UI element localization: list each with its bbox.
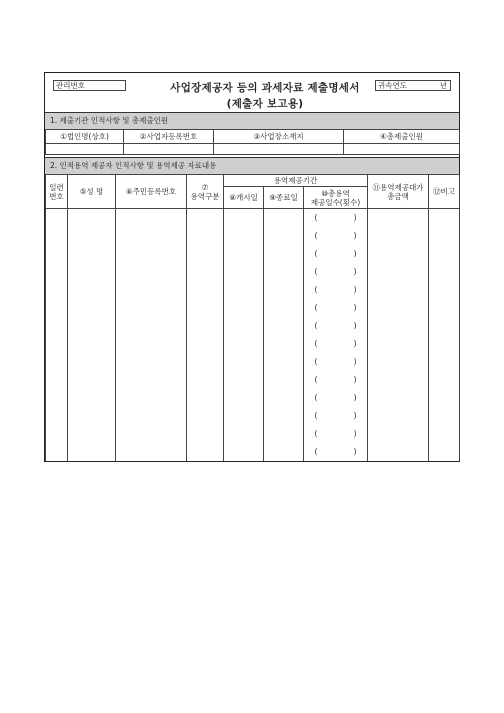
total-days-cell[interactable]: [304, 209, 368, 227]
serial-cell[interactable]: [46, 389, 68, 407]
end-date-cell[interactable]: [264, 227, 304, 245]
col-resident-number: ⑥주민등록번호: [116, 175, 187, 209]
days-parentheses: [315, 393, 357, 402]
service-type-cell[interactable]: [187, 389, 224, 407]
service-type-cell[interactable]: [187, 281, 224, 299]
end-date-cell[interactable]: [264, 263, 304, 281]
total-days-cell[interactable]: [304, 317, 368, 335]
start-date-cell[interactable]: [224, 443, 264, 461]
days-parentheses: [315, 303, 357, 312]
paren-open: (: [314, 231, 318, 240]
table-row: [46, 425, 460, 443]
start-date-cell[interactable]: [224, 263, 264, 281]
resident-number-cell[interactable]: [116, 281, 187, 299]
start-date-cell[interactable]: [224, 371, 264, 389]
name-cell[interactable]: [68, 281, 116, 299]
serial-cell[interactable]: [46, 227, 68, 245]
start-date-cell[interactable]: [224, 245, 264, 263]
remarks-cell[interactable]: [429, 425, 460, 443]
paren-open: (: [314, 249, 318, 258]
days-parentheses: [315, 411, 357, 420]
name-cell[interactable]: [68, 209, 116, 227]
total-amount-cell[interactable]: [368, 407, 429, 425]
paren-close: ): [353, 393, 357, 402]
total-days-cell[interactable]: [304, 335, 368, 353]
col-remarks: ⑫비고: [429, 175, 460, 209]
col-end-date: ⑨종료일: [264, 187, 304, 209]
col-total-days: ⑩총용역 제공일수(횟수): [304, 187, 368, 209]
start-date-cell[interactable]: [224, 227, 264, 245]
start-date-cell[interactable]: [224, 299, 264, 317]
remarks-cell[interactable]: [429, 263, 460, 281]
paren-open: (: [314, 303, 318, 312]
paren-close: ): [353, 213, 357, 223]
service-type-cell[interactable]: [187, 407, 224, 425]
total-amount-cell[interactable]: [368, 209, 429, 227]
service-type-cell[interactable]: [187, 371, 224, 389]
end-date-cell[interactable]: [264, 317, 304, 335]
total-days-cell[interactable]: [304, 443, 368, 461]
remarks-cell[interactable]: [429, 407, 460, 425]
serial-cell[interactable]: [46, 407, 68, 425]
resident-number-cell[interactable]: [116, 299, 187, 317]
days-parentheses: [315, 429, 357, 438]
total-amount-cell[interactable]: [368, 425, 429, 443]
section1-heading: 1. 제출기관 인적사항 및 총제출인원: [45, 112, 459, 130]
name-cell[interactable]: [68, 353, 116, 371]
table-row: [46, 371, 460, 389]
total-days-cell[interactable]: [304, 281, 368, 299]
service-type-cell[interactable]: [187, 317, 224, 335]
resident-number-cell[interactable]: [116, 389, 187, 407]
service-type-cell[interactable]: [187, 209, 224, 227]
end-date-cell[interactable]: [264, 299, 304, 317]
remarks-cell[interactable]: [429, 317, 460, 335]
remarks-cell[interactable]: [429, 227, 460, 245]
paren-open: (: [314, 411, 318, 420]
days-parentheses: [315, 339, 357, 348]
submission-form: [44, 72, 460, 462]
attribution-year-box[interactable]: [375, 80, 451, 91]
name-cell[interactable]: [68, 407, 116, 425]
table-row: [46, 263, 460, 281]
days-parentheses: [315, 285, 357, 294]
form-header: [45, 73, 459, 112]
paren-close: ): [353, 339, 357, 348]
total-amount-cell[interactable]: [368, 389, 429, 407]
total-amount-cell[interactable]: [368, 443, 429, 461]
form-title: 사업장제공자 등의 과세자료 제출명세서: [170, 82, 360, 94]
table-row: [46, 299, 460, 317]
attribution-year-label: 귀속연도: [378, 81, 407, 90]
name-cell[interactable]: [68, 371, 116, 389]
serial-cell[interactable]: [46, 245, 68, 263]
days-parentheses: [315, 231, 357, 240]
name-cell[interactable]: [68, 335, 116, 353]
start-date-cell[interactable]: [224, 407, 264, 425]
paren-open: (: [314, 393, 318, 402]
serial-cell[interactable]: [46, 317, 68, 335]
paren-open: (: [314, 213, 318, 223]
serial-cell[interactable]: [46, 371, 68, 389]
end-date-cell[interactable]: [264, 281, 304, 299]
service-type-cell[interactable]: [187, 353, 224, 371]
management-number-box[interactable]: [53, 80, 126, 91]
name-cell[interactable]: [68, 443, 116, 461]
serial-cell[interactable]: [46, 335, 68, 353]
end-date-cell[interactable]: [264, 443, 304, 461]
days-parentheses: [315, 357, 357, 366]
corp-name-cell[interactable]: [46, 144, 124, 155]
resident-number-cell[interactable]: [116, 317, 187, 335]
col-business-address: ③사업장소재지: [214, 130, 344, 144]
paren-close: ): [353, 411, 357, 420]
paren-open: (: [314, 429, 318, 438]
resident-number-cell[interactable]: [116, 245, 187, 263]
remarks-cell[interactable]: [429, 281, 460, 299]
start-date-cell[interactable]: [224, 335, 264, 353]
remarks-cell[interactable]: [429, 299, 460, 317]
total-days-cell[interactable]: [304, 389, 368, 407]
total-amount-cell[interactable]: [368, 353, 429, 371]
total-days-cell[interactable]: [304, 245, 368, 263]
total-days-cell[interactable]: [304, 263, 368, 281]
paren-open: (: [314, 267, 318, 276]
resident-number-cell[interactable]: [116, 371, 187, 389]
total-days-cell[interactable]: [304, 425, 368, 443]
submitter-table: [45, 129, 460, 155]
paren-open: (: [314, 339, 318, 348]
name-cell[interactable]: [68, 263, 116, 281]
paren-close: ): [353, 447, 357, 456]
end-date-cell[interactable]: [264, 209, 304, 227]
table-row: [46, 227, 460, 245]
year-unit: 년: [439, 81, 447, 90]
paren-close: ): [353, 321, 357, 330]
name-cell[interactable]: [68, 425, 116, 443]
table-row: [46, 335, 460, 353]
start-date-cell[interactable]: [224, 353, 264, 371]
end-date-cell[interactable]: [264, 245, 304, 263]
total-days-cell[interactable]: [304, 227, 368, 245]
start-date-cell[interactable]: [224, 389, 264, 407]
col-start-date: ⑧개시일: [224, 187, 264, 209]
section2-heading: 2. 인적용역 제공자 인적사항 및 용역제공 자료내용: [45, 157, 459, 175]
days-parentheses: [315, 321, 357, 330]
remarks-cell[interactable]: [429, 335, 460, 353]
end-date-cell[interactable]: [264, 353, 304, 371]
paren-close: ): [353, 429, 357, 438]
table-row: [46, 245, 460, 263]
total-days-cell[interactable]: [304, 299, 368, 317]
service-type-cell[interactable]: [187, 263, 224, 281]
days-parentheses: [315, 375, 357, 384]
total-amount-cell[interactable]: [368, 317, 429, 335]
serial-cell[interactable]: [46, 425, 68, 443]
col-business-reg-no: ②사업자등록번호: [124, 130, 214, 144]
days-parentheses: [315, 249, 357, 258]
service-type-cell[interactable]: [187, 443, 224, 461]
name-cell[interactable]: [68, 227, 116, 245]
col-service-type: ⑦ 용역구분: [187, 175, 224, 209]
name-cell[interactable]: [68, 299, 116, 317]
paren-open: (: [314, 285, 318, 294]
days-parentheses: [315, 213, 357, 222]
end-date-cell[interactable]: [264, 371, 304, 389]
name-cell[interactable]: [68, 245, 116, 263]
days-parentheses: [315, 447, 357, 456]
resident-number-cell[interactable]: [116, 335, 187, 353]
service-type-cell[interactable]: [187, 335, 224, 353]
total-amount-cell[interactable]: [368, 335, 429, 353]
start-date-cell[interactable]: [224, 425, 264, 443]
remarks-cell[interactable]: [429, 245, 460, 263]
total-days-cell[interactable]: [304, 371, 368, 389]
resident-number-cell[interactable]: [116, 209, 187, 227]
name-cell[interactable]: [68, 317, 116, 335]
table-row: [46, 317, 460, 335]
resident-number-cell[interactable]: [116, 353, 187, 371]
resident-number-cell[interactable]: [116, 227, 187, 245]
resident-number-cell[interactable]: [116, 443, 187, 461]
table-row: [46, 407, 460, 425]
table-row: [46, 281, 460, 299]
service-type-cell[interactable]: [187, 227, 224, 245]
paren-close: ): [353, 285, 357, 294]
col-name: ⑤성 명: [68, 175, 116, 209]
service-type-cell[interactable]: [187, 299, 224, 317]
business-reg-no-cell[interactable]: [124, 144, 214, 155]
form-subtitle: (제출자 보고용): [226, 98, 304, 110]
total-amount-cell[interactable]: [368, 299, 429, 317]
resident-number-cell[interactable]: [116, 425, 187, 443]
paren-open: (: [314, 447, 318, 456]
col-total-amount: ⑪용역제공대가 총금액: [368, 175, 429, 209]
start-date-cell[interactable]: [224, 209, 264, 227]
total-amount-cell[interactable]: [368, 263, 429, 281]
total-submitters-cell[interactable]: [344, 144, 460, 155]
table-row: [46, 209, 460, 227]
serial-cell[interactable]: [46, 209, 68, 227]
total-amount-cell[interactable]: [368, 371, 429, 389]
paren-open: (: [314, 321, 318, 330]
total-amount-cell[interactable]: [368, 227, 429, 245]
paren-open: (: [314, 357, 318, 366]
table-row: [46, 353, 460, 371]
col-service-period: 용역제공기간: [224, 175, 368, 187]
remarks-cell[interactable]: [429, 353, 460, 371]
total-amount-cell[interactable]: [368, 281, 429, 299]
serial-cell[interactable]: [46, 443, 68, 461]
end-date-cell[interactable]: [264, 425, 304, 443]
total-amount-cell[interactable]: [368, 245, 429, 263]
start-date-cell[interactable]: [224, 317, 264, 335]
total-days-cell[interactable]: [304, 407, 368, 425]
serial-cell[interactable]: [46, 263, 68, 281]
remarks-cell[interactable]: [429, 209, 460, 227]
total-days-cell[interactable]: [304, 353, 368, 371]
resident-number-cell[interactable]: [116, 407, 187, 425]
end-date-cell[interactable]: [264, 389, 304, 407]
remarks-cell[interactable]: [429, 371, 460, 389]
serial-cell[interactable]: [46, 353, 68, 371]
start-date-cell[interactable]: [224, 281, 264, 299]
col-corp-name: ①법인명(상호): [46, 130, 124, 144]
name-cell[interactable]: [68, 389, 116, 407]
service-type-cell[interactable]: [187, 425, 224, 443]
paren-close: ): [353, 267, 357, 276]
resident-number-cell[interactable]: [116, 263, 187, 281]
business-address-cell[interactable]: [214, 144, 344, 155]
paren-close: ): [353, 303, 357, 312]
col-total-submitters: ④총제출인원: [344, 130, 460, 144]
table-row: [46, 389, 460, 407]
table-row: [46, 443, 460, 461]
col-serial-number: 일련 번호: [46, 175, 68, 209]
remarks-cell[interactable]: [429, 443, 460, 461]
paren-close: ): [353, 375, 357, 384]
remarks-cell[interactable]: [429, 389, 460, 407]
paren-open: (: [314, 375, 318, 384]
management-number-label: 관리번호: [56, 81, 85, 90]
paren-close: ): [353, 249, 357, 258]
serial-cell[interactable]: [46, 281, 68, 299]
end-date-cell[interactable]: [264, 335, 304, 353]
days-parentheses: [315, 267, 357, 276]
service-type-cell[interactable]: [187, 245, 224, 263]
end-date-cell[interactable]: [264, 407, 304, 425]
paren-close: ): [353, 357, 357, 366]
service-provider-table: [45, 174, 460, 461]
paren-close: ): [353, 231, 357, 240]
serial-cell[interactable]: [46, 299, 68, 317]
